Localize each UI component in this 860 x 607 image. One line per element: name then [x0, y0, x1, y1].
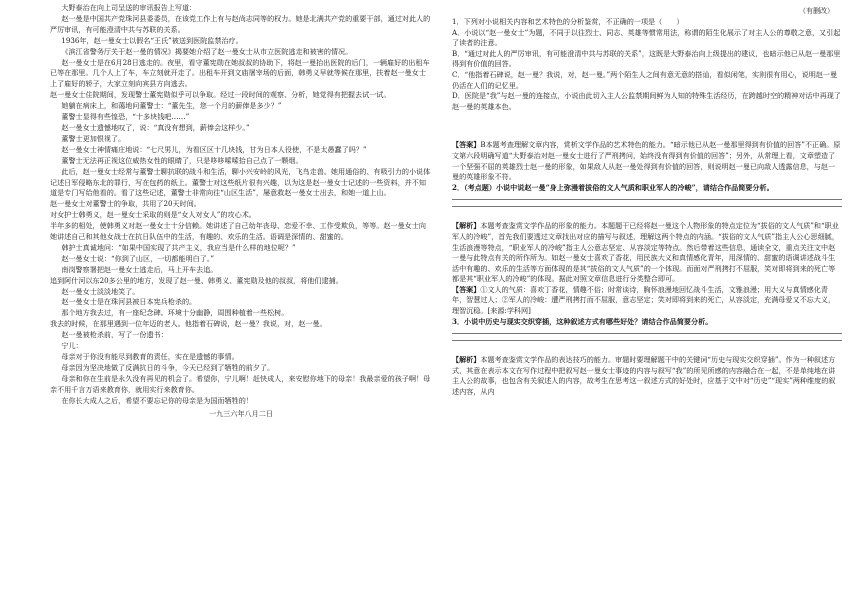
story-paragraph: 在你长大成人之后，希望不要忘记你的母亲是为国而牺牲的！ [61, 395, 253, 405]
story-paragraph: 赵一曼是中国共产党珠河县委委员，在该党工作上有与赵尚志同等的权力。她是北满共产党的重要干部，通过对此人的严厉审讯，有可能澄清中共与苏联的关系。 [50, 13, 431, 34]
analysis-2-text: 本题考查鉴赏文学作品的形象的能力。本题题干已经将赵一曼这个人物形象的特点定位为“拔俗的文人气质”和“职业军人的冷峻”，首先我们要透过文章找出对应的描写与叙述，理解这两个特点的内涵。“拔俗的文人气质”指主人公心思细腻，生活浪漫等特点，“职业军人的冷峻”指主人公意志坚定、从容淡定等特点。然后带着这些信息，通读全文，重点关注文中赵一曼与此特点有关的所作所为。如赵一曼女士喜欢了香花，用民族大义和真情感化青年，用深情的、甜蜜的语调讲述战斗生活中有趣的、欢乐的生活等方面体现的是其“拔俗的文人气质”的一个体现。而面对严刑拷打不屈服，笑对即将到来的死亡等都是其“职业军人的冷峻”的体现。据此对照文章信息进行分类整合即可。 [452, 221, 839, 284]
story-paragraph: 对女护士韩勇义，赵一曼女士采取的则是“女人对女人”的攻心术。 [50, 210, 256, 220]
story-paragraph: 赵一曼女士是在6月28日逃走的。夜里，看守董宪勋在她叔叔的协助下，将赵一曼抬出医院的后门，一辆雇好的出租车已等在那里。几个人上了车，车立刻就开走了。出租车开到文庙屠宰场的后面，韩勇义早就等候在那里，扶着赵一曼女士上了雇好的轿子，大家立刻向宾县方向逃去。 [50, 57, 430, 89]
story-paragraph: 董警士更加恨视了。 [61, 133, 126, 143]
analysis-label: 【解析】 [452, 221, 481, 231]
story-paragraph: 赵一曼被枪杀前，写了一份遗书： [61, 330, 168, 340]
answer-line [452, 199, 842, 200]
story-paragraph: 我去的时候，在那里遇到一位年迈的老人。他指着石碑说，赵一曼？我说，对，赵一曼。 [50, 319, 327, 329]
option-b: B．“通过对此人的严厉审讯，有可能澄清中共与苏联的关系”，这既是大野泰治向上级提出的建议，也暗示他已从赵一曼那里得到有价值的回答。 [452, 48, 841, 69]
spacer [452, 341, 842, 355]
answer-2 [452, 285, 842, 317]
story-paragraph: 董警士无法再正视这位威热女性的眼睛了，只是哆哆嗦嗦拾自己点了一颗烟。 [61, 155, 303, 165]
analysis-3 [452, 355, 842, 397]
story-paragraph: 赵一曼女士遗憾地叹了，说：“真没有想到，薪俸会这样少。” [61, 122, 250, 132]
story-column [50, 0, 432, 419]
story-paragraph: 赵一曼女士淡淡地笑了。 [61, 286, 140, 296]
story-paragraph: 宁儿： [61, 341, 83, 351]
story-paragraph: 韩护士真诚地问：“如果中国实现了共产主义，我应当是什么样的地位呢？” [61, 242, 296, 252]
option-d: D．医院是“我”与赵一曼的连接点，小说由此切入主人公监禁期间鲜为人知的特殊生活经历，在跨越时空的精神对话中再现了赵一曼的英雄本色。 [452, 91, 841, 111]
story-paragraph: 半年多的相处，使韩勇义对赵一曼女士十分信赖。她讲述了自己幼年丧母、恋爱不幸、工作受欺负，等等。赵一曼女士向她讲述自己和其他女战士在抗日队伍中的生活，有趣的、欢乐的生活。语调是深情的、甜蜜的。 [50, 221, 426, 242]
analysis-label: 【解析】 [452, 355, 481, 365]
answer-line [452, 333, 842, 334]
story-paragraph: 《滨江省警务厅关于赵一曼的情况》揭要她介绍了赵一曼女士从市立医院逃走和被害的情况。 [61, 46, 353, 56]
story-paragraph: 她躺在病床上，和蔼地问董警士：“董先生，您一个月的薪俸是多少？” [61, 101, 282, 111]
story-paragraph: 赵一曼女士对董警士的争取，共用了20天时间。 [50, 199, 201, 209]
analysis-3-text: 本题考查鉴赏文学作品的表达技巧的能力。审题时要理解题干中的关键词“历史与现实交织穿插”。作为一种叙述方式，其意在表示本文在写作过程中把叙写赵一曼女士事迹的内容与叙写“我”的所见所感的内容融合在一起，不是单纯地在讲主人公的故事，也包含有关叙述人的内容，故考生在思考这一叙述方式的好处时，应基于文中对“历史”“现实”两种维度的叙述内容，从内 [452, 355, 836, 397]
answer-label: 【答案】 [452, 140, 481, 150]
analysis-2 [452, 221, 842, 285]
spacer [452, 207, 842, 221]
question-3: 3．小说中历史与现实交织穿插，这种叙述方式有哪些好处？请结合作品简要分析。 [452, 316, 713, 326]
story-paragraph: 赵一曼女士住院期间，发现警士董宪勋似乎可以争取。经过一段时间的观察、分析，她觉得有把握去试一试。 [50, 90, 391, 100]
source-note: （有删改） [799, 7, 834, 15]
story-paragraph: 1936年，赵一曼女士以假名“王氏”被送到医院监禁治疗。 [61, 35, 243, 45]
questions-column [452, 0, 842, 398]
question-1: 1．下列对小说相关内容和艺术特色的分析鉴赏，不正确的一项是（ ） [452, 17, 684, 26]
story-paragraph: 那个地方我去过，有一座纪念碑。环境十分幽静，周围种植着一些松树。 [61, 308, 289, 318]
story-paragraph: 大野泰治在向上司呈送的审讯报告上写道： [61, 3, 197, 12]
answer-1 [452, 140, 842, 182]
answer-2-text: ①文人的气质：喜欢丁香花，情趣不俗；时常谈诗，胸怀浪漫地回忆战斗生活，文雅浪漫；用大义与真情感化青年，智慧过人；②军人的冷峻：遭严刑拷打而不屈服，意志坚定；笑对即将到来的死亡，从容淡定，充满母爱又不忘大义，理智沉稳。[来源:学科网] [452, 284, 836, 316]
story-paragraph: 赵一曼女士是在珠河县被日本宪兵枪杀的。 [61, 297, 197, 307]
answer-1-text: B本题考查理解文章内容，赏析文学作品的艺术特色的能力。“暗示他已从赵一曼那里得到有价值的回答”不正确。原文第六段明确写道“大野泰治对赵一曼女士进行了严刑拷问，始终没有得到有价值的回答”；另外，从常理上看，文章塑造了一个坚强不屈的英雄烈士赵一曼的形象，如果敌人从赵一曼处得到有价值的回答，则说明赵一曼已向敌人透露信息，与赵一曼的英雄形象不符。 [452, 140, 841, 182]
story-paragraph: 赵一曼女士说：“你到了山区，一切都能明白了。” [61, 253, 215, 263]
option-c: C．“他指着石碑说，赵一曼？我说，对，赵一曼。”两个陌生人之间有意无意的搭讪，看似闲笔，实则很有用心，说明赵一曼仍活在人们的记忆里。 [452, 69, 838, 90]
answer-label: 【答案】 [452, 284, 481, 294]
story-paragraph: 母亲和你在生前是永久没有再见的机会了。希望你，宁儿啊！赶快成人，来安慰你地下的母亲！我最亲爱的孩子啊！母亲不用千言万语来教育你，就用实行来教育你。 [50, 373, 431, 394]
option-a: A．小说以“赵一曼女士”为题，不同于以往烈士、同志、英雄等惯常用法，称谓的陌生化展示了对主人公的尊敬之意，又引起了读者的注意。 [452, 27, 841, 48]
story-paragraph: 赵一曼女士神情痛庄地说：“七尺男儿，为看区区十几块钱，甘为日本人役使，不是太愚蠢了吗？” [61, 144, 367, 154]
story-paragraph: 母亲对于你没有能尽到教育的责任，实在是遗憾的事情。 [61, 352, 239, 361]
story-paragraph: 董警士显得有些惶恐，“十多块钱吧……” [61, 112, 190, 122]
spacer [452, 112, 842, 140]
story-paragraph: 南岗警察署把赵一曼女士逃走后，马上开车去追。 [61, 264, 218, 274]
story-paragraph: 追到阿什河以东20多公里的地方，发现了赵一曼、韩勇义、董宪勋及他的叔叔，将他们逮捕。 [50, 275, 343, 285]
story-paragraph: 此后，赵一曼女士经常与董警士聊抗联的战斗和生活，聊小兴安岭的风光，飞鸟走兽。她用通俗的、有吸引力的小说体记述日军侵略东北的罪行，写在包药的纸上。董警士对这些纸片很有兴趣，以为这是赵一曼女士记述的一些资料，并不知道是专门写给他看的。看了这些记述，董警士非常向往“山区生活”，屡意救赵一曼女士出去，和她一道上山。 [50, 166, 431, 198]
question-2: 2．（考点题）小说中说赵一曼“身上弥漫着拔俗的文人气质和职业军人的冷峻”，请结合作品简要分析。 [452, 182, 774, 192]
letter-date: 一九三六年八月二日 [209, 408, 273, 418]
story-paragraph: 母亲因为坚决地做了反满抗日的斗争，今天已经到了牺牲的前夕了。 [61, 362, 275, 372]
